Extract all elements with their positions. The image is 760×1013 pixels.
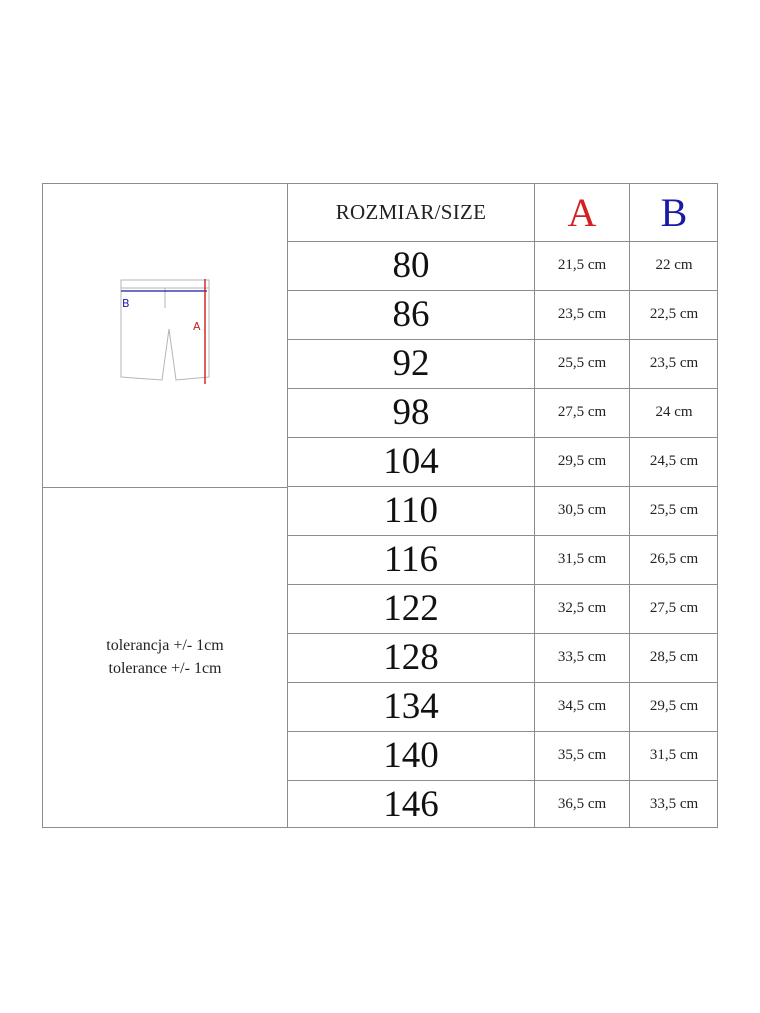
size-value: 86 xyxy=(392,294,430,335)
size-chart-table xyxy=(42,183,718,828)
row-divider xyxy=(288,388,718,389)
measurement-b-value: 26,5 cm xyxy=(649,551,699,567)
measurement-b-value: 28,5 cm xyxy=(649,649,699,665)
measurement-a-value: 21,5 cm xyxy=(557,257,607,273)
measurement-a-value: 29,5 cm xyxy=(557,453,607,469)
row-divider xyxy=(288,584,718,585)
measurement-a-value: 25,5 cm xyxy=(557,355,607,371)
diagram-label-b: B xyxy=(122,297,130,310)
size-value: 80 xyxy=(392,245,430,286)
measurement-a-value: 31,5 cm xyxy=(557,551,607,567)
measurement-a-value: 33,5 cm xyxy=(557,649,607,665)
size-value: 140 xyxy=(383,735,439,776)
size-value: 116 xyxy=(383,539,439,580)
row-divider xyxy=(288,241,718,242)
measurement-b-value: 29,5 cm xyxy=(649,698,699,714)
measurement-b-value: 22 cm xyxy=(655,257,693,273)
row-divider xyxy=(288,437,718,438)
size-value: 128 xyxy=(383,637,439,678)
tolerance-line-pl: tolerancja +/- 1cm xyxy=(106,637,224,654)
row-divider xyxy=(288,731,718,732)
measurement-a-value: 23,5 cm xyxy=(557,306,607,322)
row-divider xyxy=(288,633,718,634)
size-value: 134 xyxy=(383,686,439,727)
size-value: 110 xyxy=(383,490,439,531)
size-value: 98 xyxy=(392,392,430,433)
measurement-b-value: 22,5 cm xyxy=(649,306,699,322)
measurement-a-value: 32,5 cm xyxy=(557,600,607,616)
row-divider xyxy=(288,535,718,536)
measurement-a-value: 30,5 cm xyxy=(557,502,607,518)
size-value: 92 xyxy=(392,343,430,384)
measurement-a-value: 36,5 cm xyxy=(557,796,607,812)
row-divider xyxy=(288,339,718,340)
measurement-b-value: 24,5 cm xyxy=(649,453,699,469)
size-value: 146 xyxy=(383,784,439,825)
shorts-diagram xyxy=(111,273,221,403)
measurement-b-value: 24 cm xyxy=(655,404,693,420)
measurement-b-value: 31,5 cm xyxy=(649,747,699,763)
row-divider xyxy=(288,780,718,781)
measurement-a-value: 35,5 cm xyxy=(557,747,607,763)
measurement-b-header: B xyxy=(660,190,688,235)
measurement-a-value: 34,5 cm xyxy=(557,698,607,714)
measurement-a-header: A xyxy=(567,190,597,235)
measurement-b-value: 23,5 cm xyxy=(649,355,699,371)
measurement-b-value: 25,5 cm xyxy=(649,502,699,518)
diagram-label-a: A xyxy=(193,320,201,333)
measurement-b-value: 27,5 cm xyxy=(649,600,699,616)
tolerance-line-en: tolerance +/- 1cm xyxy=(108,660,222,677)
left-section-divider xyxy=(43,487,287,488)
size-value: 122 xyxy=(383,588,439,629)
row-divider xyxy=(288,486,718,487)
row-divider xyxy=(288,290,718,291)
size-column-header: ROZMIAR/SIZE xyxy=(335,200,487,224)
tolerance-note xyxy=(43,634,287,680)
measurement-b-value: 33,5 cm xyxy=(649,796,699,812)
size-value: 104 xyxy=(383,441,439,482)
measurement-a-value: 27,5 cm xyxy=(557,404,607,420)
row-divider xyxy=(288,682,718,683)
